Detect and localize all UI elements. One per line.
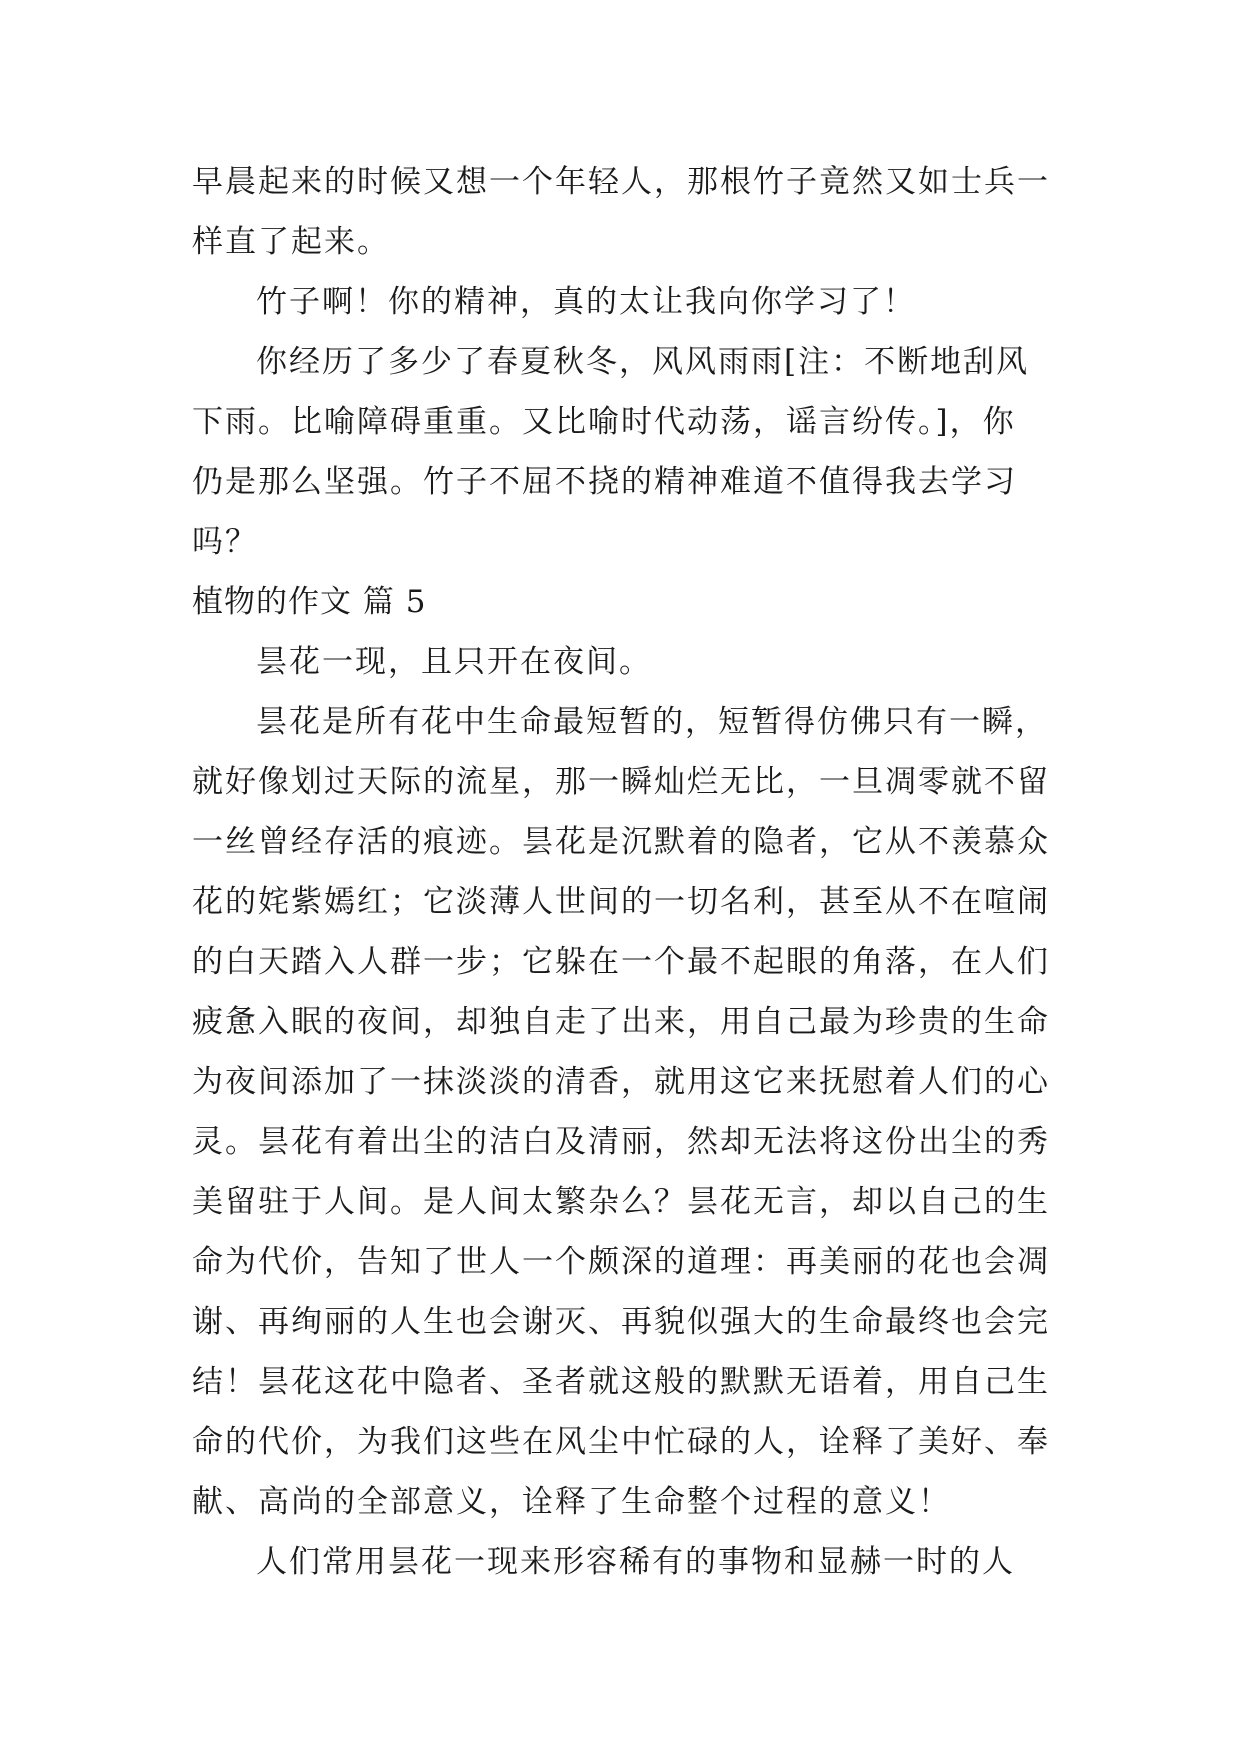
document-body bbox=[192, 152, 1052, 1592]
text-line: 结！昙花这花中隐者、圣者就这般的默默无语着，用自己生 bbox=[192, 1364, 1050, 1400]
text-line: 的白天踏入人群一步；它躲在一个最不起眼的角落，在人们 bbox=[192, 944, 1050, 980]
text-line: 样直了起来。 bbox=[192, 224, 390, 260]
text-line: 疲惫入眠的夜间，却独自走了出来，用自己最为珍贵的生命 bbox=[192, 1004, 1050, 1040]
paragraph-line: 你经历了多少了春夏秋冬，风风雨雨[注：不断地刮风 bbox=[256, 344, 1030, 380]
text-line: 谢、再绚丽的人生也会谢灭、再貌似强大的生命最终也会完 bbox=[192, 1304, 1050, 1340]
text-line: 仍是那么坚强。竹子不屈不挠的精神难道不值得我去学习 bbox=[192, 464, 1017, 500]
text-line: 吗？ bbox=[192, 524, 258, 560]
section-heading: 植物的作文 篇 5 bbox=[192, 584, 427, 620]
text-line: 献、高尚的全部意义，诠释了生命整个过程的意义！ bbox=[192, 1484, 951, 1520]
paragraph-line: 竹子啊！你的精神，真的太让我向你学习了！ bbox=[256, 284, 916, 320]
paragraph-line: 昙花是所有花中生命最短暂的，短暂得仿佛只有一瞬， bbox=[256, 704, 1048, 740]
text-line: 早晨起来的时候又想一个年轻人，那根竹子竟然又如士兵一 bbox=[192, 164, 1050, 200]
text-line: 灵。昙花有着出尘的洁白及清丽，然却无法将这份出尘的秀 bbox=[192, 1124, 1050, 1160]
text-line: 下雨。比喻障碍重重。又比喻时代动荡，谣言纷传。]，你 bbox=[192, 404, 1016, 440]
text-line: 一丝曾经存活的痕迹。昙花是沉默着的隐者，它从不羡慕众 bbox=[192, 824, 1050, 860]
text-line: 为夜间添加了一抹淡淡的清香，就用这它来抚慰着人们的心 bbox=[192, 1064, 1050, 1100]
text-line: 花的姹紫嫣红；它淡薄人世间的一切名利，甚至从不在喧闹 bbox=[192, 884, 1050, 920]
text-line: 命为代价，告知了世人一个颇深的道理：再美丽的花也会凋 bbox=[192, 1244, 1050, 1280]
text-line: 命的代价，为我们这些在风尘中忙碌的人，诠释了美好、奉 bbox=[192, 1424, 1050, 1460]
paragraph-line: 昙花一现，且只开在夜间。 bbox=[256, 644, 652, 680]
text-line: 就好像划过天际的流星，那一瞬灿烂无比，一旦凋零就不留 bbox=[192, 764, 1050, 800]
text-line: 美留驻于人间。是人间太繁杂么？昙花无言，却以自己的生 bbox=[192, 1184, 1050, 1220]
paragraph-line: 人们常用昙花一现来形容稀有的事物和显赫一时的人 bbox=[256, 1544, 1015, 1580]
